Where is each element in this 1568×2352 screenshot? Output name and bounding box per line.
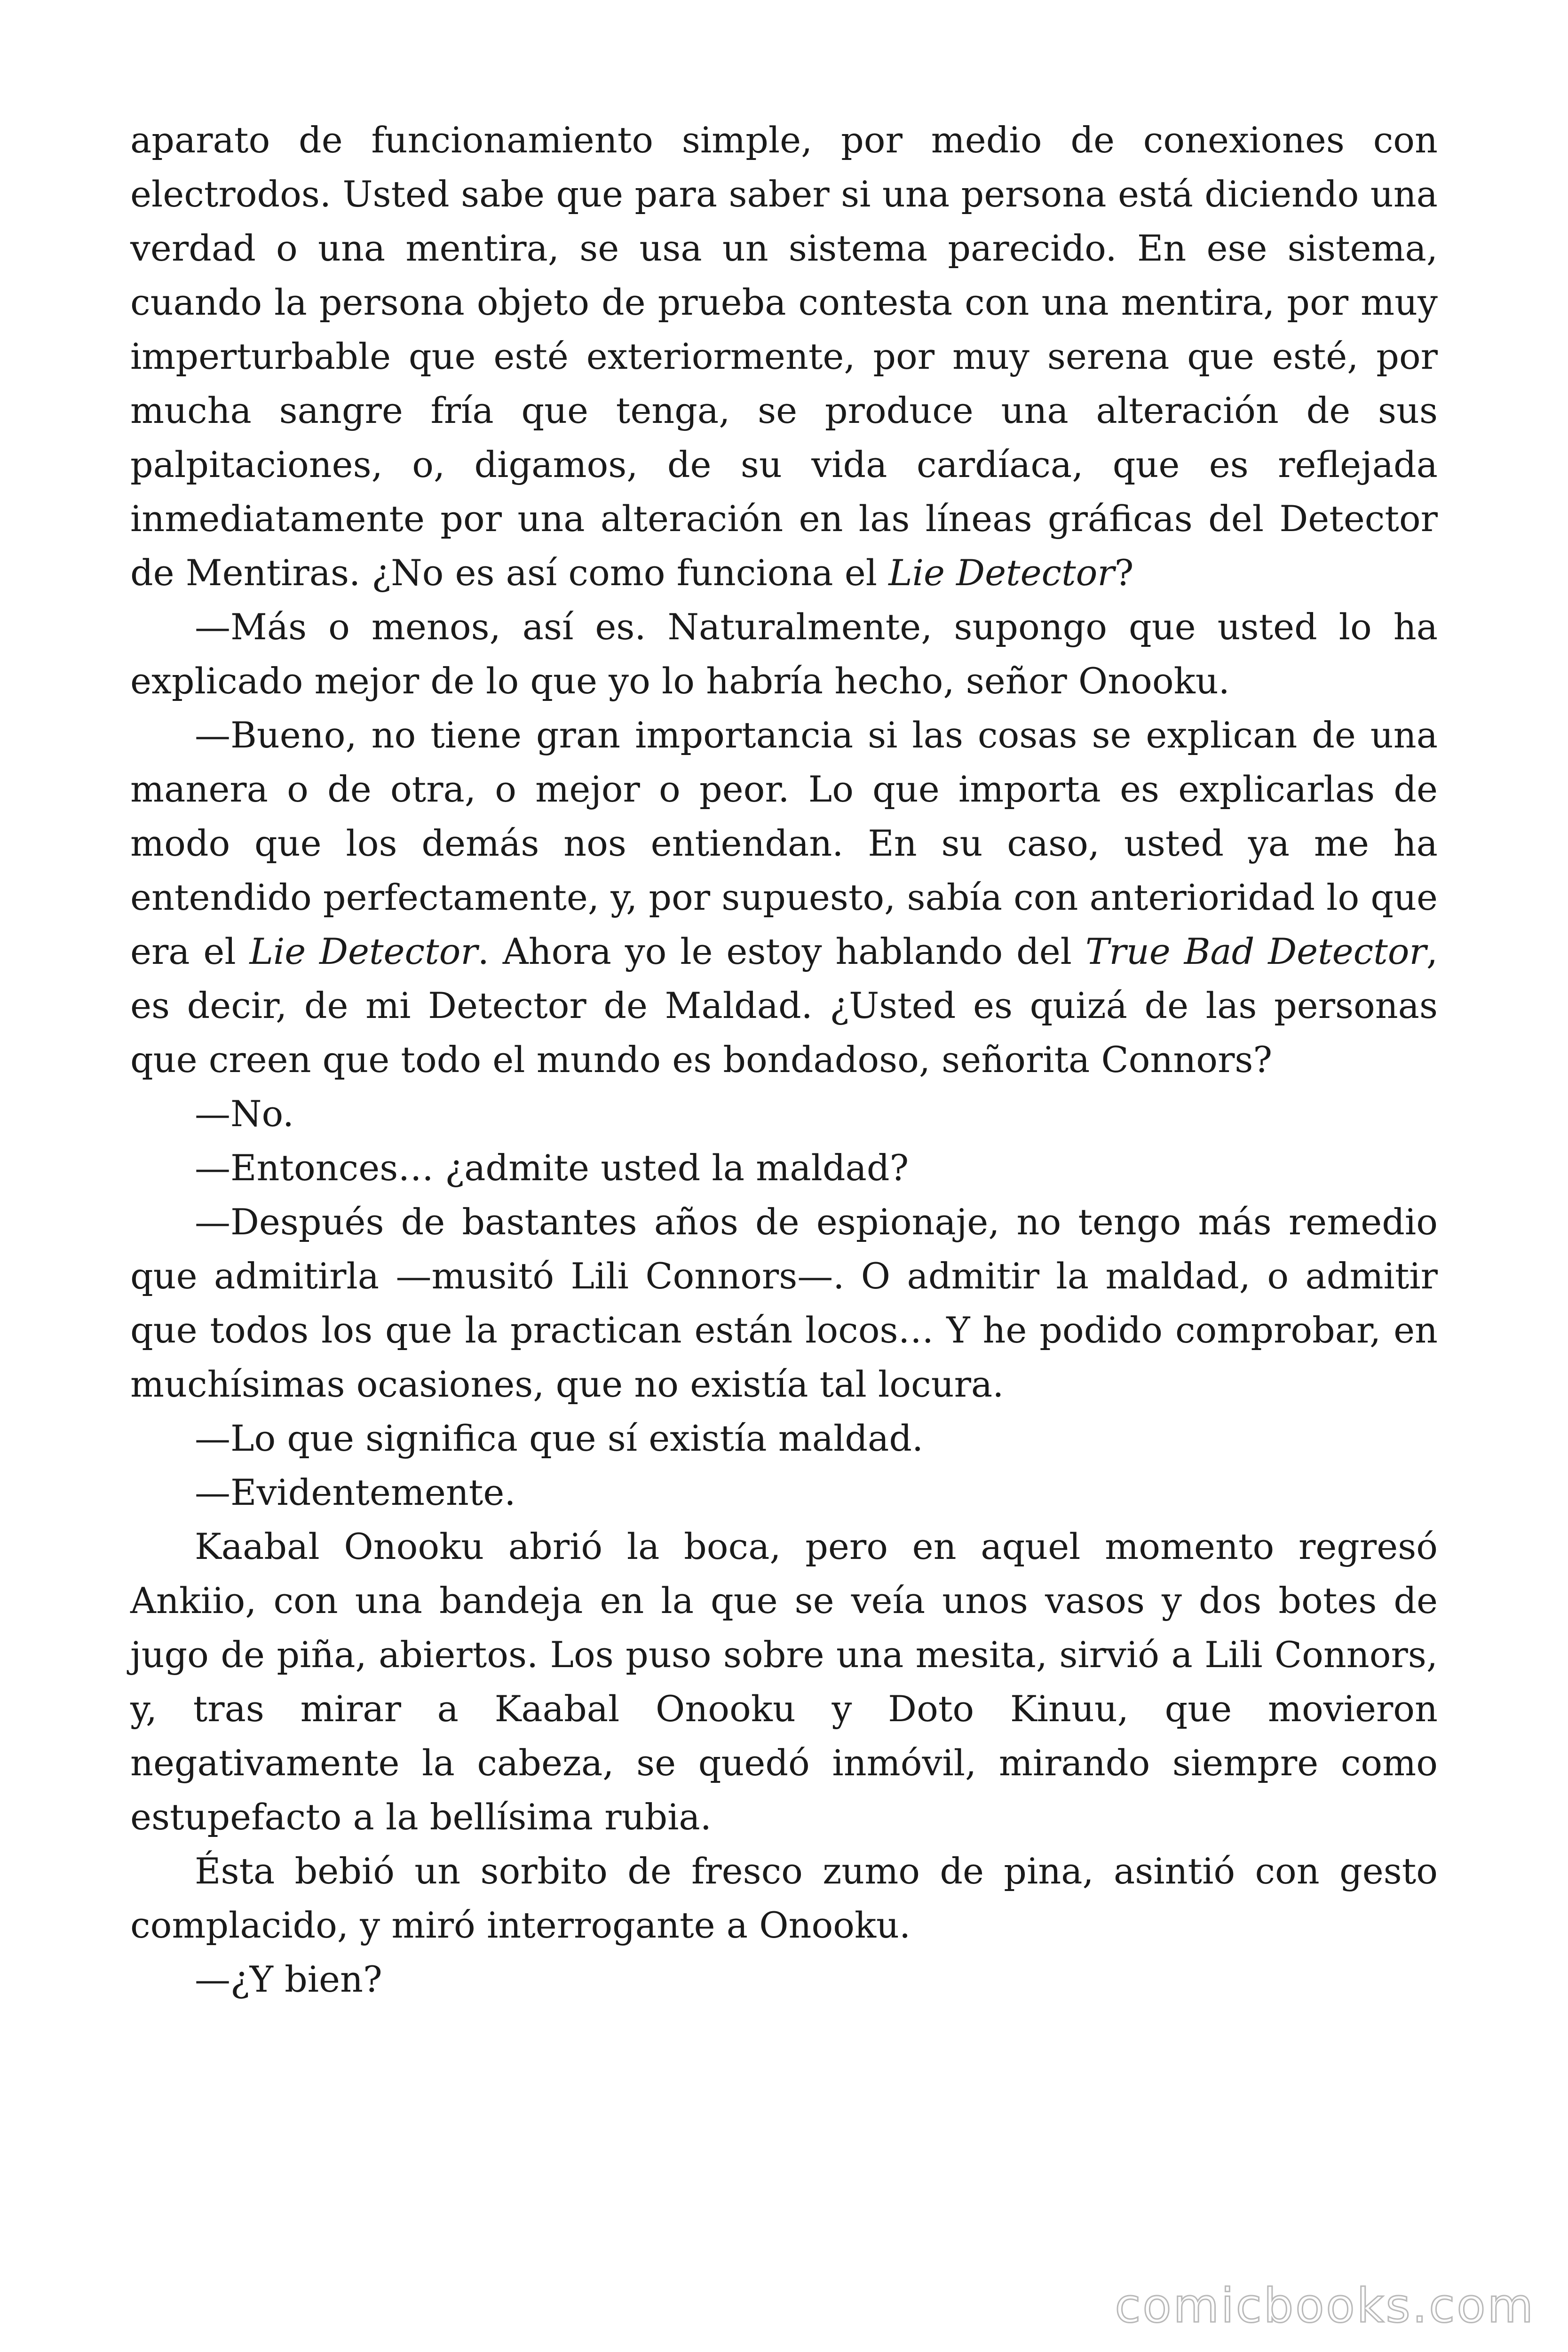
text-segment: —Bueno, no tiene gran importancia si las cosas se explican de una manera o de otra, o mejor o peor. Lo que importa es explicarlas de modo que los demás nos entiendan. En su caso, usted ya me ha entendido perfectamente, y, por supuesto, sabía con anterioridad lo que era el xyxy=(130,714,1438,972)
text-segment: Ésta bebió un sorbito de fresco zumo de pina, asintió con gesto complacido, y miró interrogante a Onooku. xyxy=(130,1850,1438,1946)
body-text xyxy=(130,113,1438,2006)
text-segment: —Después de bastantes años de espionaje, no tengo más remedio que admitirla —musitó Lili Connors—. O admitir la maldad, o admitir que todos los que la practican están locos… Y he podido comprobar, en muchísimas ocasiones, que no existía tal locura. xyxy=(130,1201,1438,1405)
text-segment: —Entonces… ¿admite usted la maldad? xyxy=(195,1147,909,1189)
paragraph xyxy=(130,1844,1438,1952)
paragraph xyxy=(130,1952,1438,2006)
italic-title: True Bad Detector xyxy=(1085,930,1426,972)
text-segment: —Evidentemente. xyxy=(195,1471,516,1513)
text-segment: —No. xyxy=(195,1093,294,1135)
paragraph xyxy=(130,1195,1438,1411)
watermark-logo: comicbooks.com xyxy=(1115,2278,1535,2333)
paragraph xyxy=(130,113,1438,600)
paragraph xyxy=(130,1411,1438,1465)
text-segment: ? xyxy=(1114,552,1134,594)
paragraph xyxy=(130,1141,1438,1195)
paragraph xyxy=(130,600,1438,708)
paragraph xyxy=(130,1519,1438,1844)
paragraph xyxy=(130,1465,1438,1519)
text-segment: aparato de funcionamiento simple, por medio de conexiones con electrodos. Usted sabe que para saber si una persona está diciendo una verdad o una mentira, se usa un sistema parecido. En ese sistema, cuando la persona objeto de prueba contesta con una mentira, por muy imperturbable que esté exteriormente, por muy serena que esté, por mucha sangre fría que tenga, se produce una alteración de sus palpitaciones, o, digamos, de su vida cardíaca, que es reflejada inmediatamente por una alteración en las líneas gráficas del Detector de Mentiras. ¿No es así como funciona el xyxy=(130,119,1438,594)
text-segment: —¿Y bien? xyxy=(195,1958,382,2000)
paragraph xyxy=(130,1087,1438,1141)
italic-title: Lie Detector xyxy=(888,552,1115,594)
text-segment: , es decir, de mi Detector de Maldad. ¿Usted es quizá de las personas que creen que todo el mundo es bondadoso, señorita Connors? xyxy=(130,930,1438,1081)
text-segment: —Lo que significa que sí existía maldad. xyxy=(195,1417,924,1459)
text-segment: Kaabal Onooku abrió la boca, pero en aquel momento regresó Ankiio, con una bandeja en la que se veía unos vasos y dos botes de jugo de piña, abiertos. Los puso sobre una mesita, sirvió a Lili Connors, y, tras mirar a Kaabal Onooku y Doto Kinuu, que movieron negativamente la cabeza, se quedó inmóvil, mirando siempre como estupefacto a la bellísima rubia. xyxy=(130,1526,1438,1838)
italic-title: Lie Detector xyxy=(249,930,478,972)
paragraph xyxy=(130,708,1438,1087)
text-segment: . Ahora yo le estoy hablando del xyxy=(477,930,1085,972)
text-segment: —Más o menos, así es. Naturalmente, supongo que usted lo ha explicado mejor de lo que yo lo habría hecho, señor Onooku. xyxy=(130,606,1438,702)
